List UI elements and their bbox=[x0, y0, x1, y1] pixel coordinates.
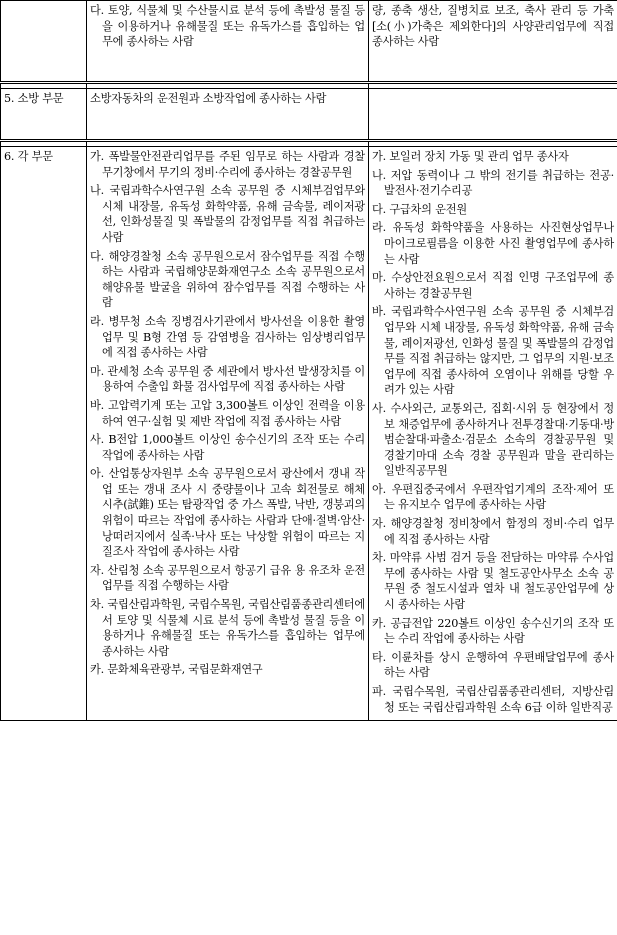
duty-item: 나. 국립과학수사연구원 소속 공무원 중 시체부검업무와 시체 내장물, 유독성 화학약품, 유해 금속물, 레이저광선, 인화성물질 및 폭발물의 감정업무를 직접 취급하는 사람 bbox=[90, 184, 365, 244]
table-row bbox=[1, 147, 617, 721]
duty-item: 사. B전압 1,000볼트 이상인 송수신기의 조작 또는 수리 작업에 종사하는 사람 bbox=[90, 433, 365, 462]
duty-item: 마. 관세청 소속 공무원 중 세관에서 방사선 발생장치를 이용하여 수출입 화물 검사업무에 직접 종사하는 사람 bbox=[90, 364, 365, 394]
duty-item: 가. 보일러 장치 가동 및 관리 업무 종사자 bbox=[372, 150, 569, 163]
duty-item: 다. 구급차의 운전원 bbox=[372, 202, 467, 216]
duty-item: 바. 국립과학수사연구원 소속 공무원 중 시체부검업무와 시체 내장물, 유독성 화학약품, 유해 금속물, 레이저광선, 인화성 물질 및 폭발물의 감정업무를 직접 취급하는 않지만, 그 업무의 지원·보조업무에 직접 종사하여 오염이나 위해를 당할 우려가 있는 사람 bbox=[372, 305, 614, 397]
duty-cell bbox=[87, 147, 369, 721]
duty-item: 차. 국립산림과학원, 국립수목원, 국립산림품종관리센터에서 토양 및 식물체 시료 분석 등에 촉발성 물질 등을 이용하거나 유해물질 또는 유독가스를 흡입하는 업무에 종사하는 사람 bbox=[90, 598, 365, 658]
table-row bbox=[1, 89, 617, 141]
duty-cell bbox=[369, 1, 617, 83]
duty-item: 카. 문화체육관광부, 국립문화재연구 bbox=[90, 663, 263, 677]
duty-item: 차. 마약류 사범 검거 등을 전담하는 마약류 수사업무에 종사하는 사람 및 철도공안사무소 소속 공무원 중 철도시설과 열차 내 철도공안업무에 상시 종사하는 사람 bbox=[372, 551, 614, 612]
duty-item: 다. 토양, 식물체 및 수산물시료 분석 등에 촉발성 물질 등을 이용하거나 유해물질 또는 유독가스를 흡입하는 업무에 종사하는 사람 bbox=[90, 4, 365, 49]
duty-item: 바. 고압력기계 또는 고압 3,300볼트 이상인 전력을 이용하여 연구·실험 및 제반 작업에 직접 종사하는 사람 bbox=[90, 398, 365, 428]
duty-item: 량, 종축 생산, 질병치료 보조, 축사 관리 등 가축[소(小)가축은 제외한다]의 사양관리업무에 직접 종사하는 사람 bbox=[372, 4, 614, 49]
category-cell: 5. 소방 부문 bbox=[1, 89, 87, 141]
duty-item: 아. 산업통상자원부 소속 공무원으로서 광산에서 갱내 작업 또는 갱내 조사 시 중량물이나 고속 회전물로 해체 시추(試錐) 또는 탐광작업 중 가스 폭발, 낙반, 갱붕괴의 위험이 따르는 작업에 종사하는 사람과 단애·절벽·암산·낭떠러지에서 실족·낙사 또는 낙상할 위험이 따르는 지질조사 작업에 종사하는 사람 bbox=[90, 467, 365, 559]
table-row bbox=[1, 1, 617, 83]
duty-cell bbox=[87, 89, 369, 141]
duty-item: 파. 국립수목원, 국립산림품종관리센터, 지방산림청 또는 국립산림과학원 소속 6급 이하 일반직공 bbox=[372, 685, 614, 714]
category-cell: 6. 각 부문 bbox=[1, 147, 87, 721]
duty-cell bbox=[87, 1, 369, 83]
duty-cell bbox=[369, 147, 617, 721]
duty-item: 타. 이륜차를 상시 운행하여 우편배달업무에 종사하는 사람 bbox=[372, 650, 614, 680]
duty-item: 소방자동차의 운전원과 소방작업에 종사하는 사람 bbox=[90, 92, 327, 105]
duty-item: 라. 병무청 소속 징병검사기관에서 방사선을 이용한 촬영업무 및 B형 간염 등 감염병을 검사하는 임상병리업무에 직접 종사하는 사람 bbox=[90, 314, 365, 360]
duty-item: 아. 우편집중국에서 우편작업기계의 조작·제어 또는 유지보수 업무에 종사하는 사람 bbox=[372, 482, 614, 512]
duty-item: 자. 해양경찰청 정비창에서 함정의 정비·수리 업무에 직접 종사하는 사람 bbox=[372, 517, 614, 546]
duty-item: 나. 저압 동력이나 그 밖의 전기를 취급하는 전공·발전사·전기수리공 bbox=[372, 168, 614, 198]
duty-item: 마. 수상안전요원으로서 직접 인명 구조업무에 종사하는 경찰공무원 bbox=[372, 271, 614, 300]
duty-cell bbox=[369, 89, 617, 141]
duty-item: 자. 산림청 소속 공무원으로서 항공기 급유 용 유조차 운전업무를 직접 수행하는 사람 bbox=[90, 563, 365, 593]
duty-item: 라. 유독성 화학약품을 사용하는 사진현상업무나 마이크로필름을 이용한 사진 촬영업무에 종사하는 사람 bbox=[372, 221, 614, 266]
duty-item: 카. 공급전압 220볼트 이상인 송수신기의 조작 또는 수리 작업에 종사하는 사람 bbox=[372, 616, 614, 646]
category-cell bbox=[1, 1, 87, 83]
duty-item: 가. 폭발물안전관리업무를 주된 임무로 하는 사람과 경찰무기창에서 무기의 정비·수리에 종사하는 경찰공무원 bbox=[90, 150, 365, 179]
duty-item: 사. 수사외근, 교통외근, 집회·시위 등 현장에서 정보 채증업무에 종사하거나 전투경찰대·기동대·방범순찰대·파출소·검문소 소속의 경찰공무원 및 경찰기마대 소속 경찰 공무원과 말을 관리하는 일반직공무원 bbox=[372, 401, 614, 478]
duty-item: 다. 해양경찰청 소속 공무원으로서 잠수업무를 직접 수행하는 사람과 국립해양문화재연구소 소속 공무원으로서 해양유물 발굴을 위하여 잠수업무를 직접 수행하는 사람 bbox=[90, 249, 365, 310]
